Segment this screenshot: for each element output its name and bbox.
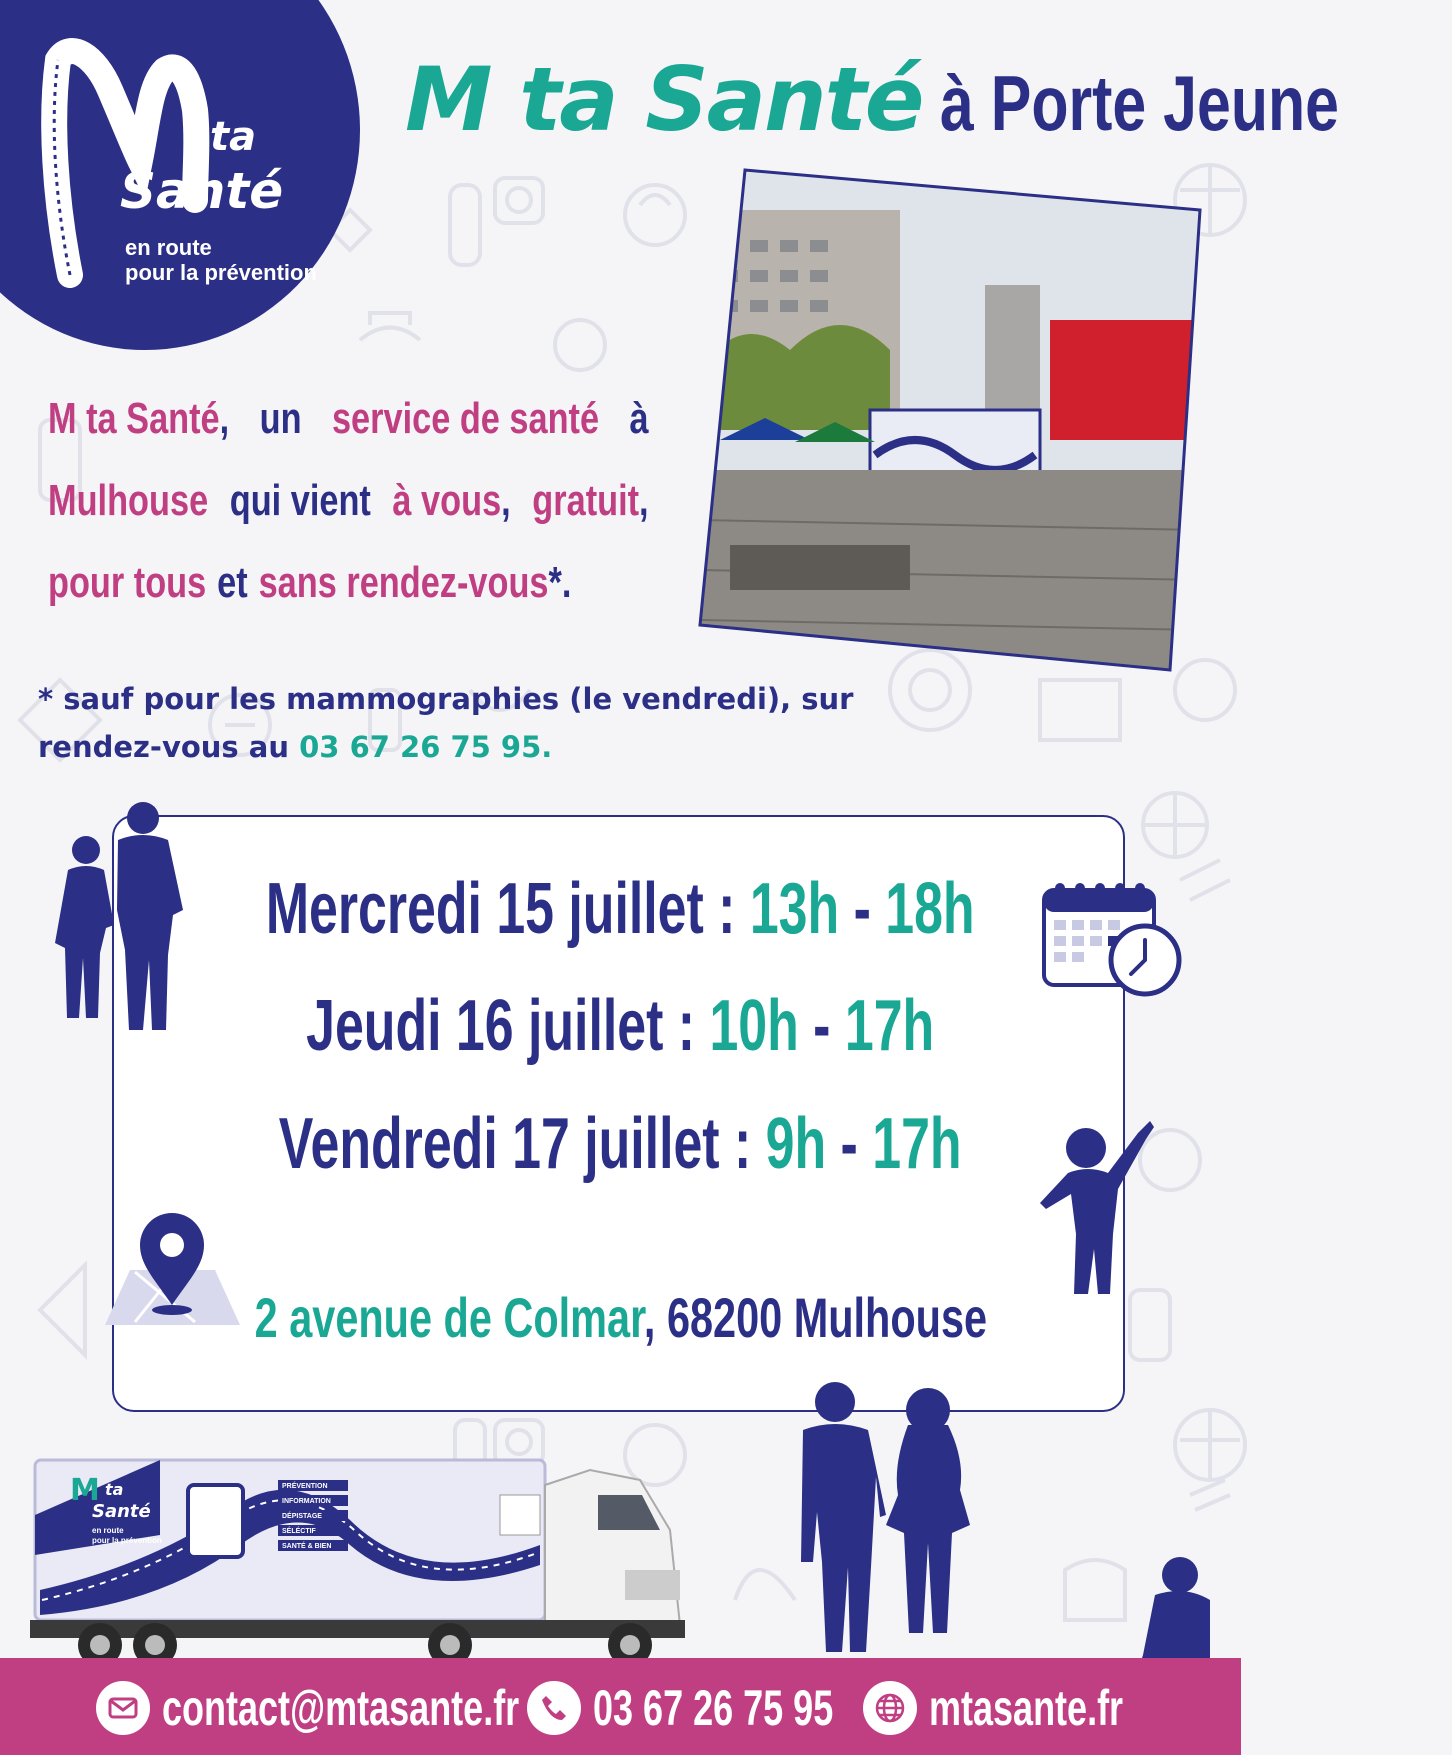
- phone-icon: [527, 1681, 581, 1735]
- email-icon: [96, 1681, 150, 1735]
- svg-text:DÉPISTAGE: DÉPISTAGE: [282, 1513, 322, 1520]
- svg-text:PRÉVENTION: PRÉVENTION: [282, 1483, 328, 1490]
- brand-logo: [0, 0, 360, 350]
- intro-line-2: Mulhouse qui vient à vous, gratuit,: [48, 476, 649, 525]
- svg-text:ta: ta: [105, 1480, 124, 1499]
- svg-text:M: M: [70, 1473, 100, 1508]
- svg-text:Santé: Santé: [92, 1501, 151, 1522]
- schedule-row: Jeudi 16 juillet : 10h - 17h: [306, 986, 935, 1066]
- schedule-row: Mercredi 15 juillet : 13h - 18h: [266, 869, 975, 949]
- calendar-clock-icon: [1040, 880, 1185, 1000]
- page-title: [405, 48, 1340, 158]
- truck-photo: [700, 170, 1200, 670]
- svg-text:Santé: Santé: [120, 162, 284, 220]
- title-brand: M ta Santé: [405, 48, 923, 151]
- globe-icon: [863, 1681, 917, 1735]
- phone-link[interactable]: 03 67 26 75 95: [593, 1680, 834, 1736]
- svg-text:en route: en route: [125, 235, 212, 260]
- svg-text:pour la prévention: pour la prévention: [92, 1536, 162, 1545]
- svg-text:en route: en route: [92, 1526, 124, 1535]
- note-phone: 03 67 26 75 95.: [299, 730, 553, 764]
- intro-line-1: M ta Santé, un service de santé à: [48, 394, 649, 443]
- mobile-clinic-truck: [30, 1455, 700, 1670]
- title-location: à Porte Jeune: [940, 59, 1340, 147]
- svg-text:ta: ta: [210, 114, 257, 160]
- intro-line-3: pour tous et sans rendez-vous*.: [48, 558, 572, 607]
- couple-walking-illustration: [778, 1380, 988, 1660]
- child-reaching-illustration: [1038, 1118, 1158, 1308]
- map-pin-icon: [105, 1210, 240, 1335]
- website-link[interactable]: mtasante.fr: [929, 1680, 1124, 1736]
- svg-text:SANTÉ & BIEN: SANTÉ & BIEN: [282, 1543, 332, 1550]
- svg-text:SÉLÉCTIF: SÉLÉCTIF: [282, 1528, 316, 1535]
- footer-website[interactable]: [863, 1670, 1199, 1746]
- svg-text:INFORMATION: INFORMATION: [282, 1498, 331, 1505]
- schedule-row: Vendredi 17 juillet : 9h - 17h: [279, 1104, 962, 1184]
- svg-text:pour la prévention: pour la prévention: [125, 260, 317, 285]
- appointment-note: * sauf pour les mammographies (le vendredi), sur rendez-vous au 03 67 26 75 95.: [38, 682, 854, 764]
- email-link[interactable]: contact@mtasante.fr: [162, 1680, 520, 1736]
- elderly-couple-illustration: [38, 800, 188, 1035]
- event-address: 2 avenue de Colmar, 68200 Mulhouse: [254, 1286, 987, 1349]
- intro-paragraph: [48, 378, 648, 624]
